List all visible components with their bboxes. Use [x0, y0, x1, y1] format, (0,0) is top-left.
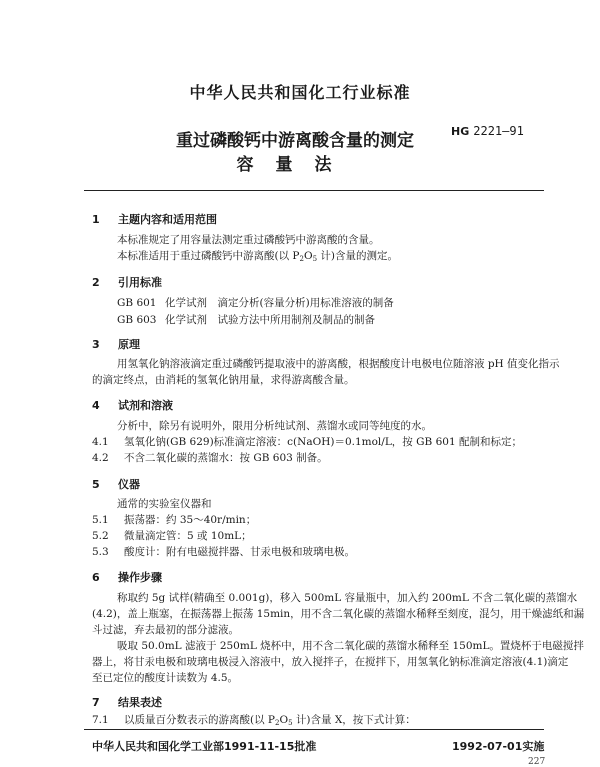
section-heading-3: 3 原理	[92, 338, 140, 351]
document-title: 重过磷酸钙中游离酸含量的测定	[176, 131, 414, 151]
procedure-line: 至已定位的酸度计读数为 4.5。	[92, 672, 239, 684]
section-heading-1: 1 主题内容和适用范围	[92, 213, 217, 226]
section-3-line-1: 用氢氧化钠溶液滴定重过磷酸钙提取液中的游离酸，根据酸度计电极电位随溶液 pH 值变化指示	[117, 358, 560, 370]
procedure-line: 称取约 5g 试样(精确至 0.001g)，移入 500mL 容量瓶中，加入约 200mL 不含二氧化碳的蒸馏水	[117, 592, 578, 604]
procedure-line: 吸取 50.0mL 滤液于 250mL 烧杯中，用不含二氧化碳的蒸馏水稀释至 150mL。置烧杯于电磁搅拌	[117, 640, 584, 652]
procedure-line: 斗过滤，弃去最初的部分滤液。	[92, 624, 239, 636]
result-formula-intro: 7.1 以质量百分数表示的游离酸(以 $P_2O_5$ 计)含量 X，按下式计算：	[92, 714, 416, 727]
section-5-intro: 通常的实验室仪器和	[117, 498, 212, 510]
reagent-item: 4.2 不含二氧化碳的蒸馏水：按 GB 603 制备。	[92, 452, 328, 464]
apparatus-item: 5.3 酸度计：附有电磁搅拌器、甘汞电极和玻璃电极。	[92, 546, 355, 558]
standard-category-title: 中华人民共和国化工行业标准	[189, 83, 411, 102]
section-heading-2: 2 引用标准	[92, 276, 162, 289]
standard-code-number: 2221—91	[473, 124, 524, 138]
standard-code-prefix: HG	[451, 125, 470, 138]
section-heading-5: 5 仪器	[92, 478, 140, 491]
reference-item: GB 603 化学试剂 试验方法中所用制剂及制品的制备	[117, 314, 375, 326]
reagent-item: 4.1 氢氧化钠(GB 629)标准滴定溶液：c(NaOH)＝0.1mol/L，按 GB 601 配制和标定；	[92, 436, 522, 448]
apparatus-item: 5.2 微量滴定管：5 或 10mL；	[92, 530, 252, 542]
apparatus-item: 5.1 振荡器：约 35～40r/min；	[92, 514, 257, 526]
section-4-intro: 分析中，除另有说明外，限用分析纯试剂、蒸馏水或同等纯度的水。	[117, 420, 432, 432]
section-1-para-1: 本标准规定了用容量法测定重过磷酸钙中游离酸的含量。	[117, 234, 380, 246]
procedure-line: (4.2)，盖上瓶塞，在振荡器上振荡 15min，用不含二氧化碳的蒸馏水稀释至刻度，混匀，用干燥滤纸和漏	[92, 608, 585, 620]
reference-item: GB 601 化学试剂 滴定分析(容量分析)用标准溶液的制备	[117, 297, 394, 309]
section-heading-4: 4 试剂和溶液	[92, 399, 173, 412]
section-3-line-2: 的滴定终点，由消耗的氢氧化钠用量，求得游离酸含量。	[92, 374, 355, 386]
approval-note: 中华人民共和国化学工业部1991-11-15批准	[92, 740, 317, 753]
page-number: 227	[528, 757, 546, 767]
document-subtitle: 容量法	[236, 155, 354, 175]
section-heading-6: 6 操作步骤	[92, 571, 162, 584]
section-heading-7: 7 结果表述	[92, 696, 162, 709]
header-divider	[84, 190, 544, 191]
standard-code	[451, 124, 524, 138]
effective-date: 1992-07-01实施	[452, 740, 545, 753]
footer-divider	[84, 729, 544, 730]
section-1-para-2: 本标准适用于重过磷酸钙中游离酸(以 $P_2O_5$ 计)含量的测定。	[117, 250, 398, 263]
procedure-line: 器上，将甘汞电极和玻璃电极浸入溶液中，放入搅拌子，在搅拌下，用氢氧化钠标准滴定溶液(4.1)滴定	[92, 656, 569, 668]
